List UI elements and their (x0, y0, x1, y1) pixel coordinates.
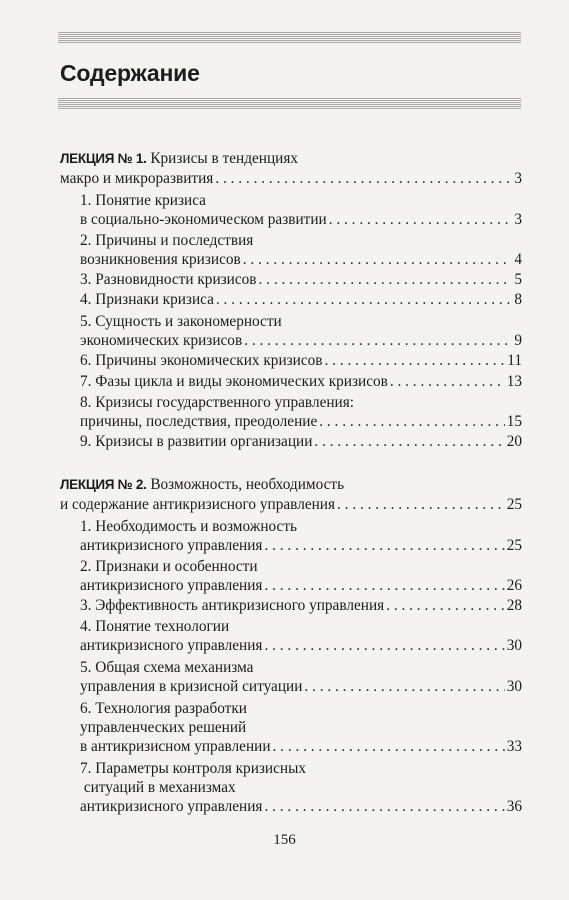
page-ref: 15 (506, 413, 522, 430)
toc-entry-2-6-cont[interactable]: управленческих решений (80, 719, 247, 736)
toc-entry-1-5[interactable]: 5. Сущность и закономерности (80, 313, 282, 330)
lecture-1-title-line-2[interactable]: макро и микроразвития . . . 3 (60, 170, 522, 188)
page-title: Содержание (60, 60, 200, 86)
page-number: 156 (273, 832, 296, 848)
toc-entry-1-2[interactable]: 2. Причины и последствия (80, 232, 254, 249)
page-ref: 3 (514, 211, 522, 228)
toc-entry-1-1-cont[interactable]: в социально-экономическом развитии . . . 3 (60, 211, 522, 229)
page-ref: 25 (506, 496, 522, 513)
page-ref: 5 (514, 271, 522, 288)
toc-entry-1-3[interactable]: 3. Разновидности кризисов . . . 5 (60, 271, 522, 289)
page-ref: 28 (506, 597, 522, 614)
toc-entry-2-4[interactable]: 4. Понятие технологии (80, 618, 230, 635)
page-ref: 9 (514, 332, 522, 349)
toc-entry-1-7[interactable]: 7. Фазы цикла и виды экономических кризисов . . . 13 (60, 373, 522, 391)
lecture-2-title-line-2[interactable]: и содержание антикризисного управления . . . 25 (60, 496, 522, 514)
toc-entry-2-3[interactable]: 3. Эффективность антикризисного управления . . . 28 (60, 597, 522, 615)
lecture-2-title-line-1[interactable]: ЛЕКЦИЯ № 2. Возможность, необходимость (60, 476, 345, 493)
page-ref: 11 (507, 352, 522, 369)
heading-decorative-rule (58, 98, 521, 109)
lecture-1-prefix: ЛЕКЦИЯ № 1. (60, 151, 147, 166)
page-ref: 26 (506, 577, 522, 594)
lecture-2-prefix: ЛЕКЦИЯ № 2. (60, 477, 147, 492)
toc-entry-1-8-cont[interactable]: причины, последствия, преодоление . . . 15 (60, 413, 522, 431)
top-decorative-rule (58, 32, 521, 43)
toc-entry-1-8[interactable]: 8. Кризисы государственного управления: (80, 394, 355, 411)
toc-entry-2-5[interactable]: 5. Общая схема механизма (80, 659, 254, 676)
toc-entry-2-6[interactable]: 6. Технология разработки (80, 700, 247, 717)
page-ref: 13 (506, 373, 522, 390)
page-ref: 36 (506, 798, 522, 815)
page-ref: 20 (506, 433, 522, 450)
toc-entry-1-9[interactable]: 9. Кризисы в развитии организации . . . 20 (60, 433, 522, 451)
toc-entry-1-1[interactable]: 1. Понятие кризиса (80, 192, 206, 209)
toc-entry-2-6-cont-2[interactable]: в антикризисном управлении . . . 33 (60, 738, 522, 756)
toc-entry-1-4[interactable]: 4. Признаки кризиса . . . 8 (60, 291, 522, 309)
lecture-1-title-line-1[interactable]: ЛЕКЦИЯ № 1. Кризисы в тенденциях (60, 150, 299, 167)
toc-entry-2-7[interactable]: 7. Параметры контроля кризисных (80, 760, 307, 777)
page-ref: 8 (514, 291, 522, 308)
toc-entry-1-2-cont[interactable]: возникновения кризисов . . . 4 (60, 251, 522, 269)
toc-entry-2-4-cont[interactable]: антикризисного управления . . . 30 (60, 637, 522, 655)
page-ref: 33 (506, 738, 522, 755)
toc-entry-2-1[interactable]: 1. Необходимость и возможность (80, 518, 297, 535)
toc-entry-1-6[interactable]: 6. Причины экономических кризисов . . . 11 (60, 352, 522, 370)
page-ref: 30 (506, 637, 522, 654)
toc-entry-2-2-cont[interactable]: антикризисного управления . . . 26 (60, 577, 522, 595)
toc-entry-2-7-cont[interactable]: ситуаций в механизмах (80, 779, 236, 796)
page-ref: 3 (514, 170, 522, 187)
toc-entry-1-5-cont[interactable]: экономических кризисов . . . 9 (60, 332, 522, 350)
toc-entry-2-7-cont-2[interactable]: антикризисного управления . . . 36 (60, 798, 522, 816)
toc-entry-2-5-cont[interactable]: управления в кризисной ситуации . . . 30 (60, 678, 522, 696)
page-ref: 30 (506, 678, 522, 695)
toc-entry-2-2[interactable]: 2. Признаки и особенности (80, 558, 258, 575)
toc-entry-2-1-cont[interactable]: антикризисного управления . . . 25 (60, 537, 522, 555)
page-ref: 4 (514, 251, 522, 268)
page-ref: 25 (506, 537, 522, 554)
